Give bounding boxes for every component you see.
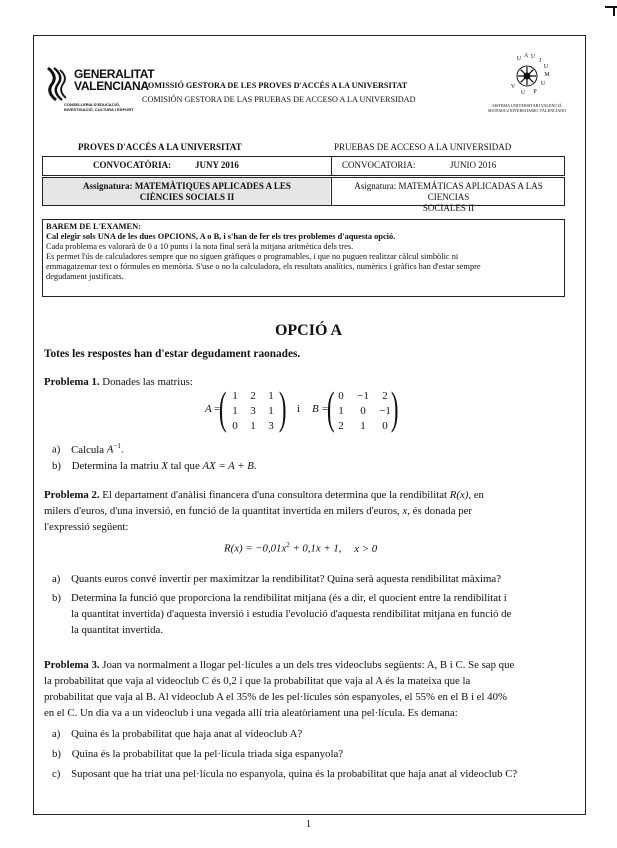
convocatoria-row: [42, 156, 565, 176]
matrix-b-cell: 1: [360, 420, 366, 432]
svg-text:U: U: [520, 90, 526, 96]
problem1-a-text: Calcula: [71, 443, 107, 456]
problem2-line3: l'expressió següent:: [44, 521, 129, 533]
problem3-a-text: Quina és la probabilitat que haja anat al videoclub A?: [71, 728, 303, 740]
scan-corner-mark: [605, 6, 617, 8]
matrix-conjunction: i: [297, 403, 301, 415]
problem1-text: Donades las matrius:: [102, 376, 193, 388]
problem2-label: Problema 2.: [44, 489, 100, 501]
problem2-part-b: [52, 590, 562, 638]
exam-title-spanish: PRUEBAS DE ACCESO A LA UNIVERSIDAD: [334, 142, 512, 152]
convocatoria-value-es: JUNIO 2016: [450, 160, 497, 170]
svg-text:U: U: [543, 64, 549, 70]
problem2-formula-right: + 0,1x + 1,: [289, 542, 342, 555]
convocatoria-value-va: JUNY 2016: [195, 160, 239, 170]
problem2-formula-left: R(x) = −0,01x: [224, 542, 287, 555]
problem3-line2: la probabilitat que vaja al videoclub C és 0,2 i que la probabilitat que vaja al A és la mateixa que la: [44, 675, 471, 687]
matrix-b: [331, 388, 397, 436]
department-line2: INVESTIGACIÓ, CULTURA I ESPORT: [64, 107, 134, 112]
grading-line3: emmagatzemar text o fórmules en memòria. S'use o no la calculadora, els resultats analítics, numèrics i gràfics han d'estar sempre: [46, 262, 481, 271]
matrix-a-cell: 0: [232, 420, 238, 432]
problem1-a-end: .: [120, 443, 124, 456]
svg-text:J: J: [538, 58, 542, 64]
grading-box: [42, 219, 565, 297]
generalitat-logo: [44, 64, 155, 126]
subject-label-va: Assignatura:: [83, 181, 133, 191]
grading-line2: Es permet l'ús de calculadores sempre que no siguen gràfiques o programables, i que no puguen realitzar càlcul simbòlic ni: [46, 252, 459, 261]
option-title: OPCIÓ A: [274, 322, 343, 339]
grading-title: BAREM DE L'EXAMEN:: [46, 222, 141, 231]
problem1-b-label: b): [52, 460, 61, 472]
problem1-intro: [44, 374, 193, 390]
problem3-b-text: Quina és la probabilitat que la pel·lícula triada siga espanyola?: [71, 748, 344, 760]
svg-text:U: U: [530, 54, 536, 60]
matrix-b-name: B: [312, 403, 319, 415]
convocatoria-label-va: CONVOCATÒRIA:: [93, 160, 172, 170]
problem2-formula-sup: 2: [286, 541, 290, 549]
university-seal-icon: [484, 49, 570, 103]
problem3-c-label: c): [52, 768, 61, 780]
problem3-c-text: Suposant que ha triat una pel·lícula no espanyola, quina és la probabilitat que haja anat al videoclub C?: [71, 768, 518, 780]
problem3-line4: en el C. Un dia va a un videoclub i una vegada allí tria aleatòriament una pel·lícula. Es demana:: [44, 707, 458, 719]
problem1-part-a: [52, 438, 124, 458]
university-system-logo: [484, 49, 570, 119]
matrix-b-cell: −1: [379, 405, 391, 417]
problem2-line2-math: x: [402, 505, 408, 517]
equals-sign-b: =: [322, 403, 329, 415]
uni-system-valencian: SISTEMA UNIVERSITARI VALENCIÀ: [492, 103, 562, 108]
convocatoria-label-es: CONVOCATORIA:: [342, 160, 416, 170]
svg-text:V: V: [510, 84, 516, 90]
problem2-formula: [224, 537, 377, 557]
matrix-a-cell: 3: [268, 420, 274, 432]
problem2-b-line2: la quantitat invertida) d'aquesta inversió i estudia l'evolució d'aquesta rendibilitat mitjana en funció de: [71, 608, 512, 620]
problem2-line1: El departament d'anàlisi financera d'una consultora determina que la rendibilitat: [102, 489, 450, 501]
svg-text:U: U: [516, 56, 522, 62]
matrix-a-cell: 2: [250, 390, 256, 402]
matrix-a-cell: 3: [250, 405, 256, 417]
problem2-a-label: a): [52, 573, 61, 585]
matrix-a-left-paren: (: [218, 382, 227, 433]
subject-line2-va: CIÈNCIES SOCIALS II: [139, 192, 235, 202]
generalitat-line1: GENERALITAT: [74, 67, 155, 81]
matrix-b-right-paren: ): [390, 382, 399, 433]
option-instruction: Totes les respostes han d'estar degudament raonades.: [44, 348, 301, 360]
matrix-b-cell: 1: [338, 405, 344, 417]
matrix-a-cell: 1: [232, 405, 238, 417]
problem2-part-a: [52, 571, 501, 587]
generalitat-line2: VALENCIANA: [74, 79, 149, 93]
matrix-a-cell: 1: [232, 390, 238, 402]
problem2-line2b: , és donada per: [407, 505, 473, 517]
department-line1: CONSELLERIA D'EDUCACIÓ,: [64, 102, 120, 107]
matrix-b-left-paren: (: [326, 382, 335, 433]
problem3-label: Problema 3.: [44, 659, 100, 671]
generalitat-emblem-icon: [44, 66, 74, 102]
problem3-a-label: a): [52, 728, 61, 740]
matrix-b-cell: −1: [357, 390, 369, 402]
problem3-part-a: [52, 726, 302, 742]
grading-rule: Cal elegir sols UNA de les dues OPCIONS, A o B, i s'han de fer els tres problemes d'aquesta opció.: [46, 232, 396, 241]
problem2-a-text: Quants euros convé invertir per maximitzar la rendibilitat? Quina serà aquesta rendibilitat màxima?: [71, 573, 502, 585]
matrix-a-cell: 1: [250, 420, 256, 432]
svg-text:U: U: [540, 81, 546, 87]
subject-label-es: Asignatura:: [354, 181, 397, 191]
problem2-line1-end: , en: [468, 489, 484, 501]
matrix-b-cell: 2: [338, 420, 344, 432]
exam-title-valencian: PROVES D'ACCÉS A LA UNIVERSITAT: [78, 142, 242, 152]
svg-text:A: A: [523, 53, 529, 59]
scan-corner-mark-vertical: [613, 8, 615, 16]
problem3-line3: probabilitat que vaja al B. Al videoclub A el 35% de les pel·lícules són espanyoles, el 55% en el B i el 40%: [44, 691, 507, 703]
matrix-b-cell: 0: [382, 420, 388, 432]
grading-line1: Cada problema es valorarà de 0 a 10 punts i la nota final serà la mitjana aritmètica dels tres.: [46, 242, 354, 251]
matrix-a-right-paren: ): [278, 382, 287, 433]
commission-spanish: COMISIÓN GESTORA DE LAS PRUEBAS DE ACCESO A LA UNIVERSIDAD: [142, 95, 416, 104]
matrix-a-name: A: [205, 403, 212, 415]
problem1-b-text: Determina la matriu: [71, 460, 162, 472]
matrix-b-cell: 2: [382, 390, 388, 402]
problem3-line1: Joan va normalment a llogar pel·lícules a un dels tres videoclubs següents: A, B i C. Se sap que: [102, 659, 515, 671]
subject-line2-es: SOCIALES II: [422, 203, 475, 213]
problem1-a-label: a): [52, 443, 61, 456]
grading-line4: degudament justificats.: [46, 272, 124, 281]
page-number: 1: [306, 819, 311, 830]
problem3-part-c: [52, 766, 517, 782]
matrix-a-cell: 1: [268, 405, 274, 417]
problem2-formula-cond: x > 0: [354, 542, 378, 555]
commission-block: [142, 79, 415, 107]
svg-text:P: P: [533, 89, 537, 95]
problem1-label: Problema 1.: [44, 376, 100, 388]
problem1-b-mid: tal que: [167, 460, 203, 472]
equals-sign-a: =: [214, 403, 221, 415]
matrix-b-cell: 0: [360, 405, 366, 417]
problem1-part-b: [52, 458, 257, 474]
commission-valencian: COMISSIÓ GESTORA DE LES PROVES D'ACCÉS A LA UNIVERSITAT: [142, 81, 408, 90]
problem2-line2a: milers d'euros, d'una inversió, en funció de la quantitat invertida en milers d'euros,: [44, 505, 403, 517]
matrix-a: [225, 388, 285, 436]
problem2-statement: [44, 487, 559, 535]
subject-row: [42, 177, 565, 213]
problem2-b-line3: la quantitat invertida.: [71, 624, 164, 636]
matrix-a-cell: 1: [268, 390, 274, 402]
subject-line1-va: MATEMÀTIQUES APLICADES A LES: [134, 181, 291, 191]
problem3-part-b: [52, 746, 343, 762]
subject-line1-es: MATEMÁTICAS APLICADAS A LAS CIENCIAS: [398, 181, 543, 202]
problem3-b-label: b): [52, 748, 61, 760]
problem1-b-eq: AX = A + B: [202, 460, 254, 472]
svg-text:M: M: [544, 72, 550, 78]
problem3-statement: [44, 657, 559, 721]
problem1-a-math: A: [106, 443, 114, 456]
problem1-matrices: [205, 382, 405, 436]
problem1-b-end: .: [253, 460, 257, 472]
problem2-b-line1: Determina la funció que proporciona la rendibilitat mitjana (és a dir, el quocient entre la rendibilitat i: [71, 592, 507, 604]
problem1-b-x: X: [161, 460, 168, 472]
problem2-b-label: b): [52, 592, 61, 604]
matrix-b-cell: 0: [338, 390, 344, 402]
problem2-line1-math: R(x): [449, 489, 469, 501]
uni-system-spanish: SISTEMA UNIVERSITARIO VALENCIANO: [487, 108, 567, 113]
problem1-a-sup: −1: [113, 442, 121, 450]
